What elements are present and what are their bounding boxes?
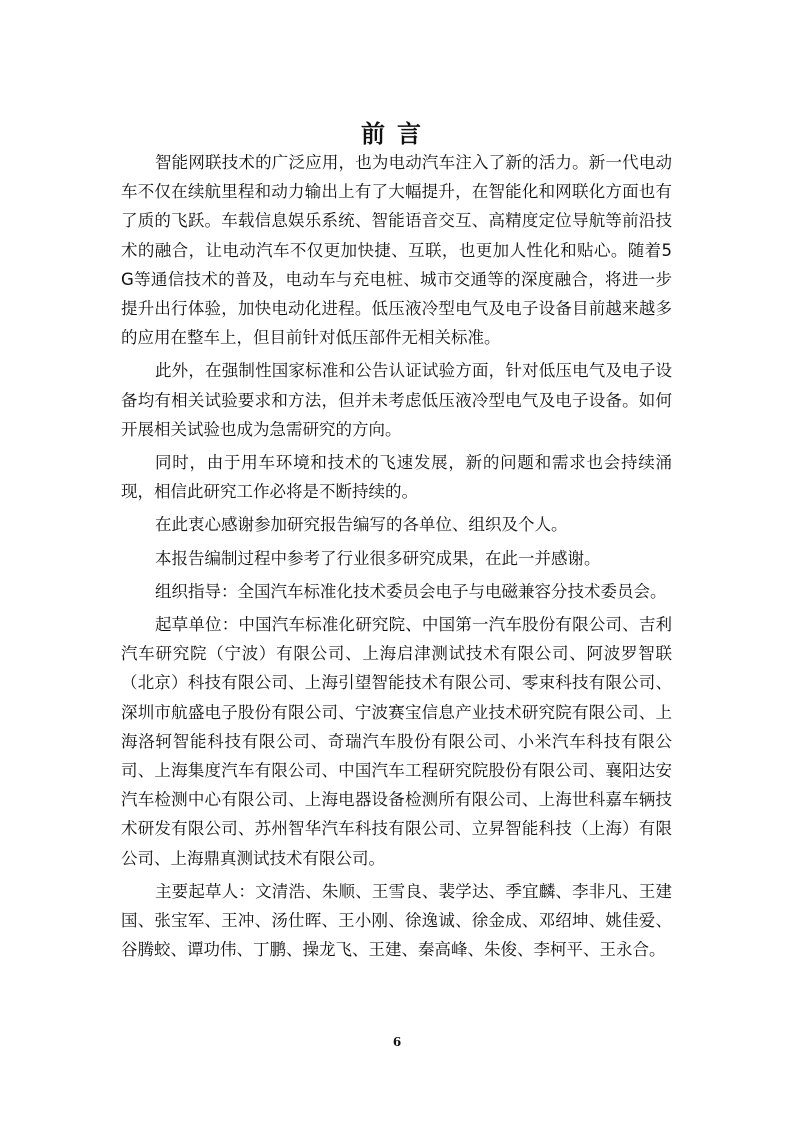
paragraph-standards: 此外，在强制性国家标准和公告认证试验方面，针对低压电气及电子设备均有相关试验要求和方法，但并未考虑低压液冷型电气及电子设备。如何开展相关试验也成为急需研究的方向。 <box>121 361 672 439</box>
paragraph-drafters: 主要起草人：文清浩、朱顺、王雪良、裴学达、季宜麟、李非凡、王建国、张宝军、王冲、汤仕晖、王小刚、徐逸诚、徐金成、邓绍坤、姚佳爱、谷腾蛟、谭功伟、丁鹏、操龙飞、王建、秦高峰、朱俊、李柯平、王永合。 <box>121 881 672 960</box>
page-number: 6 <box>392 1035 402 1049</box>
paragraph-guidance: 组织指导：全国汽车标准化技术委员会电子与电磁兼容分技术委员会。 <box>155 581 667 601</box>
page-title: 前言 <box>361 120 433 149</box>
preface-body <box>121 148 672 964</box>
paragraph-drafting-units: 起草单位：中国汽车标准化研究院、中国第一汽车股份有限公司、吉利汽车研究院（宁波）有限公司、上海启津测试技术有限公司、阿波罗智联（北京）科技有限公司、上海引望智能技术有限公司、零束科技有限公司、深圳市航盛电子股份有限公司、宁波赛宝信息产业技术研究院有限公司、上海洛轲智能科技有限公司、奇瑞汽车股份有限公司、小米汽车科技有限公司、上海集度汽车有限公司、中国汽车工程研究院股份有限公司、襄阳达安汽车检测中心有限公司、上海电器设备检测所有限公司、上海世科嘉车辆技术研发有限公司、苏州智华汽车科技有限公司、立昇智能科技（上海）有限公司、上海鼎真测试技术有限公司。 <box>121 615 672 868</box>
paragraph-outlook: 同时，由于用车环境和技术的飞速发展，新的问题和需求也会持续涌现，相信此研究工作必将是不断持续的。 <box>121 453 672 502</box>
paragraph-intro: 智能网联技术的广泛应用，也为电动汽车注入了新的活力。新一代电动车不仅在续航里程和动力输出上有了大幅提升，在智能化和网联化方面也有了质的飞跃。车载信息娱乐系统、智能语音交互、高精度定位导航等前沿技术的融合，让电动汽车不仅更加快捷、互联，也更加人性化和贴心。随着5G等通信技术的普及，电动车与充电桩、城市交通等的深度融合，将进一步提升出行体验，加快电动化进程。低压液冷型电气及电子设备目前越来越多的应用在整车上，但目前针对低压部件无相关标准。 <box>121 153 672 348</box>
paragraph-references: 本报告编制过程中参考了行业很多研究成果，在此一并感谢。 <box>155 548 601 568</box>
paragraph-thanks: 在此衷心感谢参加研究报告编写的各单位、组织及个人。 <box>155 515 568 535</box>
